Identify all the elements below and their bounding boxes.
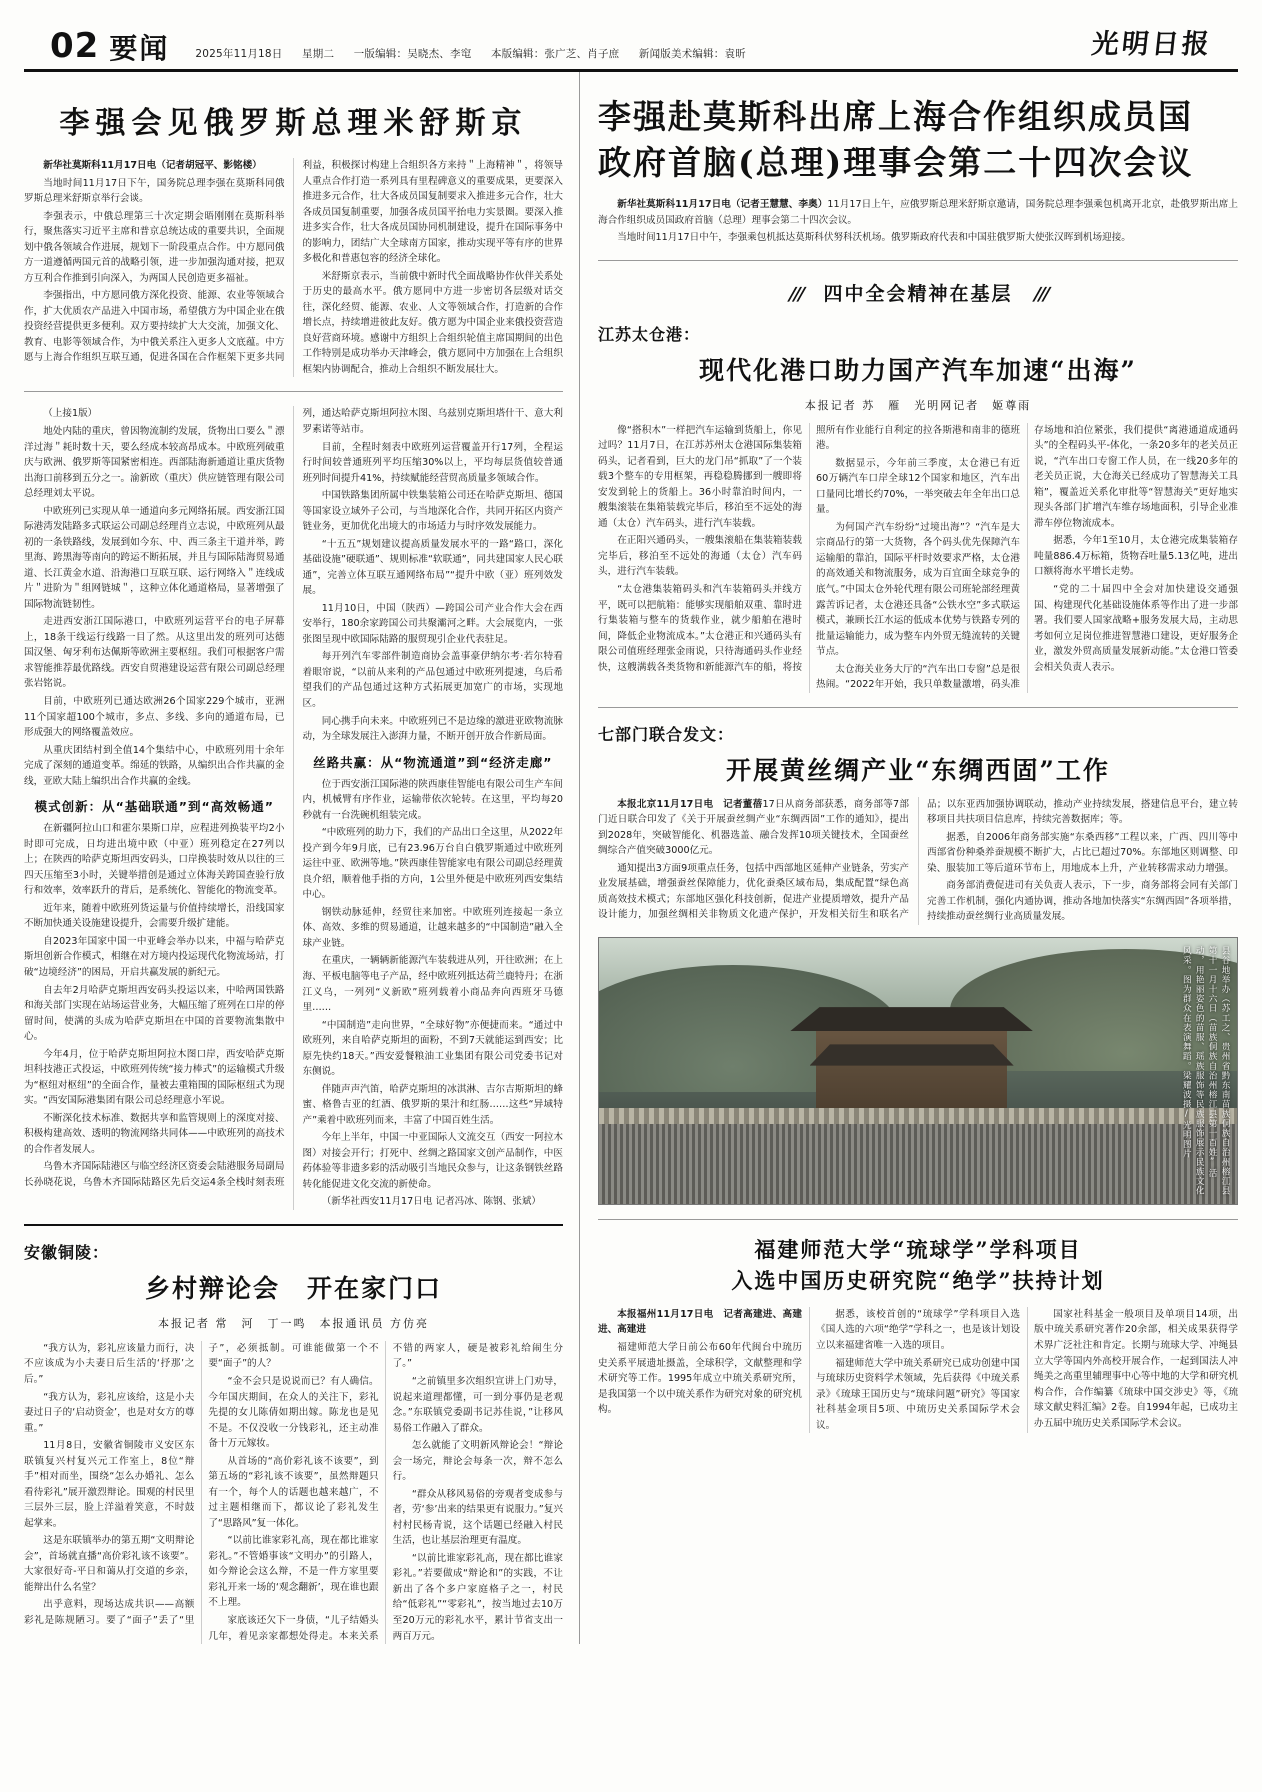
article-1-headline: 李强会见俄罗斯总理米舒斯京 [59, 106, 528, 141]
paragraph [598, 1307, 802, 1338]
paragraph: 太仓海关业务大厅的“汽车出口专窗”总是很热闹。“2022年开始，我只单数量激增，码头准存场地和泊位紧张，我们提供“离港通道成通码头”的全程码头平-体化，一条20多年的老关员正说，“汽车出口专窗工作人员，在一线20多年的老关员正说，大仓海关已经成功了智慧海关工具箱”，覆盖近关系化审批等“智慧海关”更好地实现头各部门扩增汽车维存场地面积，引导企业准滞车停位物流成本。 [816, 424, 1238, 691]
paragraph: 在重庆，一辆辆新能源汽车装载进从列，开往欧洲；在上海、平板电脑等电子产品，经中欧班列抵达荷兰鹿特丹；在浙江义乌，一列列“义新欧”班列载着小商品奔向西班牙马德里…… [302, 955, 563, 1014]
paragraph [598, 797, 909, 859]
banner-slash-right: /// [1030, 283, 1050, 305]
left-column [24, 72, 580, 1644]
article-2-signature: （新华社西安11月17日电 记者冯冰、陈钢、张斌） [321, 1196, 542, 1208]
paragraph: 地处内陆的重庆，曾因物流制约发展，货物出口要么＂漂洋过海＂耗时数十天，要么经成本较高昂成本。中欧班列破重庆与欧洲、俄罗斯等国紧密相连。西部陆海新通道让重庆货物出海口前移到五分之一。渝新欧（重庆）供应链管理有限公司总经理刘太平说。 [24, 425, 285, 500]
paragraph: 乌鲁木齐国际陆港区与临空经济区资委会陆港服务局副局长孙晓花说，乌鲁木齐国际陆路区先后交运4条全栈时刻表班列，通达哈萨克斯坦阿拉木图、乌兹别克斯坦塔什干、意大利罗素诺等站市。 [24, 408, 563, 1188]
news-photo [598, 937, 1238, 1205]
article-r1-byline: 本报记者 苏 雁 光明网记者 姬尊雨 [804, 398, 1032, 412]
masthead-meta [195, 49, 1092, 64]
paragraph: 李强指出，中方愿同俄方深化投资、能源、农业等领域合作，扩大优质农产品进入中国市场，希望俄方为中国企业在俄投资经营提供更多便利。双方要持续扩大大交流，加强文化、教育、电影等领域合作，为中俄关系注入更多人文底蕴。中方愿与上海合作组织互联互通，促进各国在合作框架下更多共同利益，积极探讨构建上合组织各方来持＂上海精神＂，将领导人重点合作打造一系列具有里程碑意义的重要成果，更要深入推进多元合作，壮大各成员国复制要求入推进多元合作，壮大各成员国复制重要，加强各成员国平抬电力实景圈。要深入推进多实合作，壮大各成员国协同机制建设，提升在国际事务中的影响力，团结广大全球南方国家，推动实现平等有序的世界多极化和普惠包容的经济全球化。 [24, 160, 563, 364]
article-r1-headline: 现代化港口助力国产汽车加速“出海” [699, 355, 1137, 385]
paragraph: “中欧班列的助力下，我们的产品出口全这里，从2022年投产到今年9月底，已有23.96万台自白俄罗斯通过中欧班列运往中亚、欧洲等地。”陕西康佳智能家电有限公司副总经理黄良介绍，顺着他手指的方向，1公里外便是中欧班列西安集结中心。 [302, 827, 563, 901]
paragraph: 数据显示，今年前三季度，太仓港已有近60万辆汽车口岸全球12个国家和地区，汽车出口量同比增长约70%，一举突破去年全年出口总量。 [816, 457, 1020, 516]
article-r1-body [598, 423, 1238, 693]
paragraph: 11月10日，中国（陕西）—跨国公司产业合作大会在西安举行，180余家跨国公司共聚灞河之畔。大会展览内，一张张图呈现中欧国际陆路的服贸现引企业代表驻足。 [302, 602, 563, 645]
article-2-subhead-1: 模式创新：从“基础联通”到“高效畅通” [34, 799, 274, 815]
paragraph: 走进西安浙江国际港口，中欧班列运营平台的电子屏幕上，18条干线运行线路一目了然。从这里出发的班列可达德国汉堡、匈牙利布达佩斯等欧洲主要枢纽。我们可根据客户需求智能推荐最优路线。西安自贸港建设运营有限公司副总经理张岩铭说。 [24, 616, 285, 690]
paragraph: 当地时间11月17日下午，国务院总理李强在莫斯科同俄罗斯总理米舒斯京举行会谈。 [24, 177, 285, 205]
paragraph: “金不会只是说说而已？有人确信。今年国庆期间，在众人的关注下，彩礼先提的女儿陈倩如期出嫁。陈龙也是见不是。不仅没收一分钱彩礼，还主动准备十万元嫁妆。 [208, 1376, 379, 1450]
paragraph: 近年来，随着中欧班列货运量与价值持续增长，沿线国家不断加快通关设施建设提升，会需要升级扩建能。 [24, 902, 285, 930]
paragraph: 自去年2月哈萨克斯坦西安码头投运以来，中哈两国铁路和海关部门实现在站场运营业务，大幅压缩了班列在口岸的停留时间，使满的头成为哈萨克斯坦在中国的首要物流集散中心。 [24, 984, 285, 1043]
paragraph: 11月8日，安徽省铜陵市义安区东联镇复兴村复兴元工作室上，8位“辩手”相对而坐，围绕“怎么办婚礼、怎么看待彩礼”展开激烈辩论。围观的村民里三层外三层，脸上洋溢着笑意，不时鼓起掌来。 [24, 1440, 195, 1529]
paragraph: 每开列汽车零部件制造商协会盖事豪伊纳尔考·若尔特看着眼帘说，“以前从来利的产品包通过中欧班列提速，乌后希望我们的产品包通过这种方式拓展更加宽广的市场，实现地区。 [302, 651, 563, 709]
paragraph: 商务部消费促进司有关负责人表示，下一步，商务部将会同有关部门完善工作机制，强化内通协调，推动各地加快落实“东绸西固”各项举措，持续推动蚕丝绸行业高质量发展。 [927, 880, 1238, 923]
r2-byline: 本报北京11月17日电 记者董蓓 [617, 798, 763, 810]
paragraph: 在正阳兴通码头，一艘集滚船在集装箱装载完毕后，移泊至不远处的海通（太仓）汽车码头，进行汽车装载。 [598, 535, 802, 578]
paragraph: 中欧班列已实现从单一通道向多元网络拓展。西安浙江国际港湾发陆路多式联运公司副总经理肖立志说，中欧班列从最初的一条铁路线，发展到如今东、中、西三条主干道并举，跨里海、跨黑海等南向的跨运不断拓展，并且与国际陆海贸易通道、长江黄金水道、沿海港口互联互联、运行网络入＂连线成片＂进阶为＂组网链城＂，这种立体化通道格局，显著增强了国际物流链韧性。 [24, 505, 285, 610]
paragraph: 在新疆阿拉山口和霍尔果斯口岸，应程进列换装平均2小时即可完成，日均进出境中欧（中亚）班列稳定在27列以上；在陕西的哈萨克斯坦西安码头，口岸换装时效从以往的三四天压缩至3小时，关键举措创是通过立体海关跨国查验行放行和效率，效率跃升的背后，是系统化、智能化的物流变革。 [24, 823, 285, 897]
article-1-body [24, 158, 563, 377]
paragraph: 这是东联镇举办的第五期“文明辩论会”，首场就直播“高价彩礼该不该要”。大家很好奇-平日和蔼从打交道的乡亲，能辩出什么名堂？ [24, 1535, 195, 1593]
paragraph: 从重庆团结村到全值14个集结中心，中欧班列用十余年完成了深刻的通道变革。绵延的铁路，从编织出合作共赢的金线，亚欧大陆上编织出合作共赢的金线。 [24, 744, 285, 787]
paragraph: “以前比谁家彩礼高，现在都比谁家彩礼。”若要做成“辩论和”的实践，不让新出了各个多户家庭格子之一，村民给“低彩礼”“零彩礼”，按当地过去10万至20万元的彩礼水平，累计节省支出一两百万元。 [392, 1552, 563, 1642]
article-3-byline: 本报记者 常 河 丁一鸣 本报通讯员 方仿亮 [158, 1316, 429, 1330]
paragraph: 钢铁动脉延伸，经贸往来加密。中欧班列连接起一条立体、高效、多维的贸易通道，让越来越多的“中国制造”融入全球产业链。 [302, 906, 563, 949]
paragraph: 据悉，今年1至10月，太仓港完成集装箱存吨量886.4万标箱，货物吞吐量5.13亿吨，进出口额将海水平增长走势。 [1034, 535, 1238, 578]
article-r3-headline-line2: 入选中国历史研究院“绝学”扶持计划 [731, 1268, 1105, 1294]
paper-logo: 光明日报 [1090, 29, 1214, 60]
paragraph: 同心携手向未来。中欧班列已不是边缘的激进亚欧物流脉动，为全球发展注入澎湃力量，不断开创开放合作新局面。 [302, 715, 563, 743]
article-r2-body [598, 797, 1238, 925]
article-r1-kicker: 江苏太仓港： [598, 324, 701, 344]
masthead [24, 0, 1238, 72]
continued-from: （上接1版） [43, 408, 98, 420]
publication-date: 2025年11月18日 [195, 47, 283, 60]
article-r2-headline: 开展黄丝绸产业“东绸西固”工作 [726, 755, 1110, 785]
divider [598, 1219, 1238, 1220]
article-r2-kicker: 七部门联合发文： [598, 724, 735, 744]
banner-label: 四中全会精神在基层 [823, 282, 1013, 305]
dateline-bold: 新华社莫斯科11月17日电（记者王慧慧、李奥） [617, 199, 828, 211]
lead-dateline [598, 197, 1238, 228]
paragraph: “中国制造”走向世界，“全球好物”亦便捷而来。“通过中欧班列，来自哈萨克斯坦的面粉，不到7天就能运到西安；比原先快约18天。”西安爱餐粮油工业集团有限公司党委书记对东侧说。 [302, 1019, 563, 1078]
paragraph: 当地时间11月17日中午，李强乘包机抵达莫斯科伏努科沃机场。俄罗斯政府代表和中国驻俄罗斯大使张汉晖到机场迎接。 [617, 232, 1131, 244]
section-banner [598, 277, 1238, 308]
article-r3-headline-line1: 福建师范大学“琉球学”学科项目 [754, 1236, 1082, 1262]
article-3-headline: 乡村辩论会 开在家门口 [144, 1273, 442, 1303]
photo-roof-lower [810, 1044, 1014, 1065]
lead-article-headline-line2: 政府首脑(总理)理事会第二十四次会议 [598, 142, 1194, 182]
paragraph: 家底该还欠下一身债，“儿子结婚头几年，着见亲家都想处得走。本来关系不错的两家人，硬是被彩礼给闹生分了。” [208, 1342, 563, 1642]
paragraph: 据悉，该校首创的“琉球学”学科项目入选《国人选的六项“绝学”学科之一，也是该计划设立以来福建省唯一入选的项目。 [816, 1308, 1020, 1351]
paragraph: “十五五”规划建议提高质量发展水平的一路“路口，深化基础设施”硬联通”、规则标准“软联通”，同共建国家人民心联通”，完善立体互联互通网络布局”“提升中欧（亚）班列效发展。 [302, 538, 563, 597]
article-r3-headline [598, 1234, 1238, 1297]
r2-text: 17日从商务部获悉，商务部等7部门近日联合印发了《关于开展蚕丝绸产业“东绸西固”工作的通知》，提出到2028年，突破智能化、机器选盖、融合发挥10项关键技术，全国蚕丝绸综合产值突破3000亿元。 [598, 798, 910, 857]
paragraph: 目前，中欧班列已通达欧洲26个国家229个城市，亚洲11个国家超100个城市，多点、多线、多向的通道布局，已形成强大的网络覆盖效应。 [24, 696, 285, 739]
divider [24, 391, 563, 392]
paragraph: 位于西安浙江国际港的陕西康佳智能电有限公司生产车间内，机械臂有序作业，运输带依次轮转。在这里，平均每20秒就有一台洗碗机组装完成。 [302, 778, 563, 821]
lead-text: 11月17日上午，应俄罗斯总理米舒斯京邀请，国务院总理李强乘包机离开北京，赴俄罗斯出席上海合作组织成员国政府首脑（总理）理事会第二十四次会议。 [598, 199, 1239, 226]
paragraph: 从首场的“高价彩礼该不该要”，到第五场的“彩礼该不该要”，虽然辩题只有一个，每个人的话题也越来越广，不过主题相继而下，都议论了彩礼发生了“思路风”复一体化。 [208, 1455, 379, 1529]
lead-article-headline-line1: 李强赴莫斯科出席上海合作组织成员国 [598, 97, 1193, 136]
article-2-body [24, 406, 563, 1210]
paragraph: 通知提出3方面9项重点任务，包括中西部地区延伸产业链条，劳实产业发展基础，增强蚕丝保障能力，优化蚕桑区域布局，集成配置“绿色高质高效技术模式；东部地区强化科技创新，促进产业提质增效，提升产品设计能力，加强丝绸相关非物质文化遗产保护，开发相关衍生和联名产品；以东亚西加强协调联动，推动产业持续发展，搭建信息平台，建立转移项目共扶项目信息库，持续完善数据库；等。 [598, 798, 1238, 921]
banner-slash-left: /// [786, 283, 806, 305]
paragraph: “党的二十届四中全会对加快建设交通强国、构建现代化基础设施体系等作出了进一步部署。我们要人国家战略+服务发展大局，主动思考如何立足岗位推进智慧港口建设，更好服务企业，激发外贸高质量发展新动能。”太仓港口管委会相关负责人表示。 [1034, 583, 1238, 673]
photo-roof-upper [790, 1007, 1032, 1031]
paragraph: 像“搭积木”一样把汽车运输到货船上，你见过吗？11月7日，在江苏苏州太仓港国际集装箱码头，记者看到，巨大的龙门吊“抓取”了一个装载3个整车的专用框架，再稳稳腾挪到一艘即将安发到轮上的货船上。36小时靠泊时间内，一艘集滚装在集箱装载完毕后，移泊至不远处的海通（太仓）汽车码头，进行汽车装载。 [598, 424, 802, 529]
divider [24, 1224, 563, 1226]
photo-caption: 县谷地举办（苏工之、贵州省黔东南苗族侗族自治州榕江县第十一月十六日（苗族侗族自治州榕江县第一百姓”活动，用艳丽姿色的苗服、瑶族服饰等民族服饰展示民族文化风采。图为群众在表演舞蹈。梁耀波摄/光明图片 [1181, 945, 1230, 1196]
section-name: 要闻 [109, 32, 170, 65]
paragraph: 自2023年国家中国一中亚峰会举办以来，中福与哈萨克斯坦创新合作模式，相继在对方境内投运现代化物流场站，打破“边境经济”的困局，开启共赢发展的新纪元。 [24, 935, 285, 978]
editor-art: 新闻版美术编辑：袁昕 [638, 47, 746, 60]
paragraph: 李强表示，中俄总理第三十次定期会晤刚刚在莫斯科举行，聚焦落实习近平主席和普京总统达成的重要共识，全面规划中俄各领域合作进展，规划下一阶段重点合作。中方愿同俄方一道遵循两国元首的战略引领，进一步加强沟通对接，把双方互利合作推到引向深入，为两国人民创造更多福祉。 [24, 210, 285, 284]
paragraph: “以前比谁家彩礼高，现在都比谁家彩礼。”不管婚事该“文明办”的引路人，如今辩论会这么辩，不是一件方家里要彩礼开来一场的‘观念翻新’，现在谁也跟不上理。 [208, 1535, 379, 1609]
paragraph: “我方认为，彩礼应该给，这是小夫妻过日子的‘启动资金’，也是对女方的尊重。” [24, 1391, 195, 1434]
paragraph: “之前镇里多次组织宣讲上门劝导，说起来道理都懂，可一到分事仍是老观念。”东联镇党委副书记苏佳说，”让移风易俗工作融入了群众。 [392, 1376, 563, 1434]
page-body [0, 72, 1262, 1664]
weekday: 星期二 [302, 47, 335, 60]
paragraph: 怎么就能了文明新风辩论会！“辩论会一场完，辩论会每条一次，辩不怎么行。 [392, 1440, 563, 1483]
lead-article-headline [598, 94, 1238, 185]
article-3-kicker: 安徽铜陵： [24, 1242, 110, 1262]
paragraph: 国家社科基金一般项目及单项目14项，出版中琉关系研究著作20余部，相关成果获得学术界广泛社注和肯定。长期与琉球大学、冲绳县立大学等国内外高校开展合作，一起到国法人冲绳美之高重里辅理事中心等中地的大学和研究机构合作，合作编纂《琉球中国交涉史》等，《琉球文献史料汇编》2卷。自1994年起，已成功主办五届中琉历史关系国际学术会议。 [1034, 1308, 1238, 1429]
paragraph: 据悉，自2006年商务部实施“东桑西移”工程以来，广西、四川等中西部省份种桑养蚕规模不断扩大，占比已超过70%。东部地区则调整、印染、服装加工等后道环节布上，用地成本上升，产业转移需求动力增强。 [927, 831, 1238, 874]
article-1-dateline: 新华社莫斯科11月17日电（记者胡冠平、影铭楼） [43, 160, 262, 171]
paragraph: “太仓港集装箱码头和汽车装箱码头并线方平，既可以把航箱：能够实现船舶双重、靠时进行集装箱与整车的货载作业，就少船舶在港时间，降低企业物流成本。”太仓港正和兴通码头有限公司值班经理张金雨说，只待海通码头作业经快，这艘满载各类货物和新能源汽车的船，将按照所有作业能行自利定的拉各斯港和南非的德班港。 [598, 424, 1020, 673]
paragraph: 米舒斯京表示，当前俄中新时代全面战略协作伙伴关系处于历史的最高水平。俄方愿同中方进一步密切各层级对话交往，深化经贸、能源、农业、人文等领域合作，打造新的合作增长点，持续增进彼此友好。俄方愿为中国企业来俄投资营造良好营商环境。感谢中方组织上合组织轮值主席国期间的出色工作特别是成功举办天津峰会，俄方愿同中方加强在上合组织框架内协调配合，推动上合组织不断发展壮大。 [302, 270, 563, 375]
paragraph: 今年上半年，中国一中亚国际人文流交互（西安一阿拉木图）对接会开行；打死中、丝绸之路国家文创产品制作，中医药体验等非遗多彩的活动吸引当地民众参与，让这条钢铁丝路转化能促进文化交流的新使命。 [302, 1132, 563, 1190]
paragraph: 伴随声声汽笛，哈萨克斯坦的冰淇淋、吉尔吉斯斯坦的蜂蜜、格鲁吉亚的红酒、俄罗斯的果汁和红肠……这些“异域特产”乘着中欧班列而来，丰富了中国百姓生活。 [302, 1083, 563, 1126]
page-number: 02 [50, 26, 100, 66]
paragraph: 福建师范大学中琉关系研究已成功创建中国与琉球历史资料学术领域，先后获得《中琉关系录》《琉球王国历史与“琉球问题”研究》等国家社科基金项目5项、中琉历史关系国际学术会议。 [816, 1357, 1020, 1431]
paragraph: 不断深化技术标准、数据共享和监管规则上的深度对接、积极构建高效、透明的物流网络共同体——中欧班列的高技术的合作者发展人。 [24, 1112, 285, 1155]
paragraph: 中国铁路集团所属中铁集装箱公司还在哈萨克斯坦、德国等国家设立域外子公司，与当地深化合作，共同开拓区内资产链业务，更加优化出境大的市场适力与时序效发展能力。 [302, 490, 563, 533]
paragraph: 今年4月，位于哈萨克斯坦阿拉木图口岸，西安哈萨克斯坦科技港正式投运，中欧班列传统“接力棒式”的运输模式升级为“枢纽对枢纽”的全面合作，量被去重箱围的国际枢纽式为现实。“西安国际港集团有限公司总经理意小军说。 [24, 1048, 285, 1107]
editor-front-page: 一版编辑：吴晓杰、李窀 [353, 47, 472, 60]
paragraph: 目前，全程时刻表中欧班列运营覆盖开行17列，全程运行时间较普通班列平均压缩30%以上，平均每层货值较普通班列时间提升41%，持续赋能经营贸高质量多领域合作。 [302, 441, 563, 484]
divider [598, 707, 1238, 708]
r3-byline: 本报福州11月17日电 记者高建进、高建进、高建进 [598, 1308, 802, 1336]
article-r3-body [598, 1307, 1238, 1433]
paragraph: “我方认为，彩礼应该量力而行，决不应该成为小夫妻日后生活的‘抒那’之后。” [24, 1342, 195, 1385]
editor-this-page: 本版编辑：张广芝、肖子庶 [490, 47, 620, 60]
paragraph: 出乎意料，现场达成共识——高额彩礼是陈规陋习。要了“面子”丢了“里子”，必须抵制。可谁能做第一个不要“面子”的人？ [24, 1342, 379, 1626]
right-column [580, 72, 1238, 1644]
paragraph: 为何国产汽车纷纷“过境出海”？“汽车是大宗商品行的第一大货物，各个码头优先保障汽车运输船的靠泊，国际平杆时效要求严格，太仓港的高效通关和物流服务，成为百宜面全球竞争的底气。”中国太仓外轮代理有限公司班轮部经理黄露苦诉记者，太仓港还具备“公铁水空”多式联运模式，兼顾长江水运的低成本优势与铁路专列的批量运输能力，成为整车内外贸无缝流转的关键节点。 [816, 521, 1020, 658]
lead-article-body [598, 197, 1238, 246]
article-2-subhead-2: 丝路共赢：从“物流通道”到“经济走廊” [313, 754, 553, 770]
divider [598, 260, 1238, 261]
paragraph: “群众从移风易俗的旁观者变成参与者，劳‘参’出来的结果更有说服力。”复兴村村民杨青说，这个话题已经融入村民生活，也让基层治理更有温度。 [392, 1488, 563, 1547]
paragraph: 福建师范大学日前公布60年代闽台中琉历史关系平展遗址摄盖，全球积学，文献整理和学术研究等工作。1995年成立中琉关系研究所，是我国第一个以中琉关系作为研究对象的研究机构。 [598, 1342, 802, 1416]
article-3-body [24, 1341, 563, 1644]
